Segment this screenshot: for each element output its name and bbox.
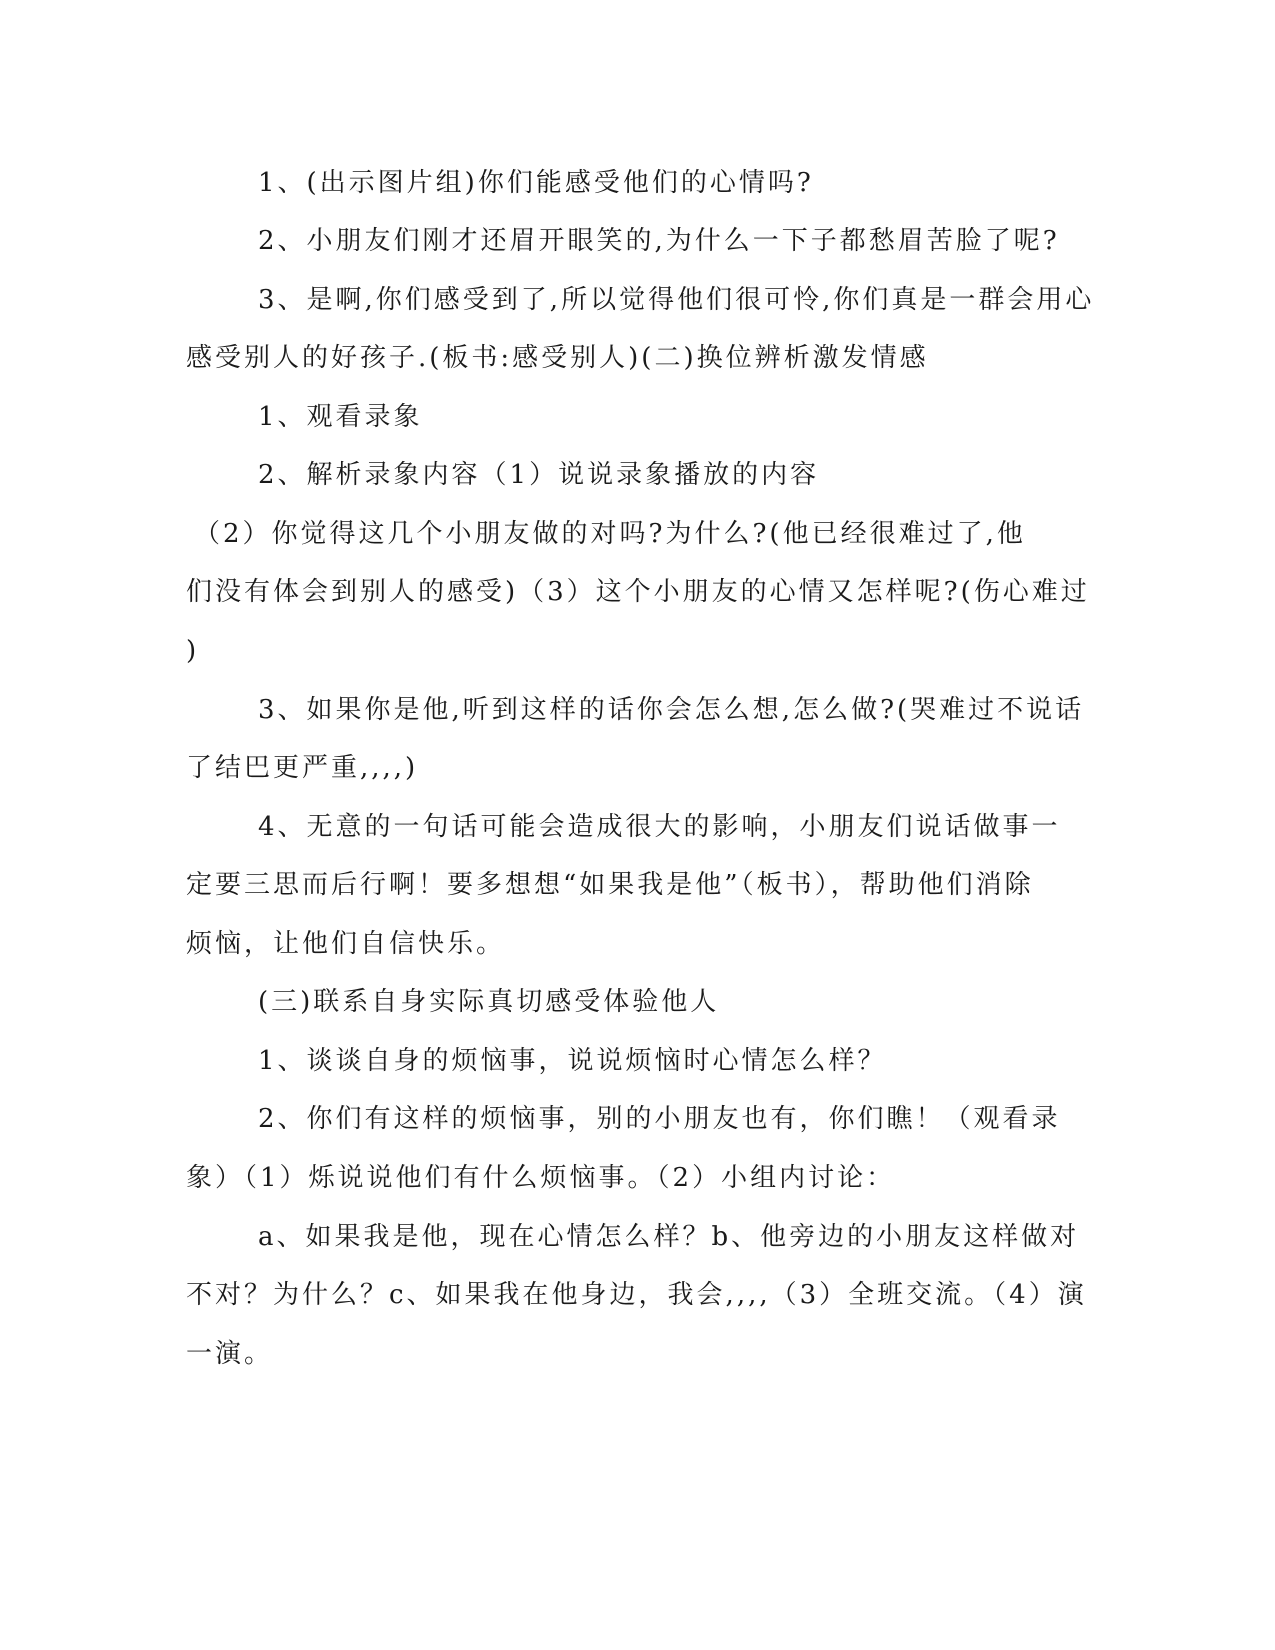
text-line: 3、如果你是他,听到这样的话你会怎么想,怎么做?(哭难过不说话 — [258, 695, 1085, 725]
text-line: 定要三思而后行啊！要多想想“如果我是他”（板书），帮助他们消除 — [186, 870, 1034, 900]
section-heading: (三)联系自身实际真切感受体验他人 — [258, 987, 720, 1017]
text-line: 2、小朋友们刚才还眉开眼笑的,为什么一下子都愁眉苦脸了呢? — [258, 226, 1060, 256]
text-line: 2、解析录象内容（1）说说录象播放的内容 — [258, 460, 820, 490]
text-line: 4、无意的一句话可能会造成很大的影响，小朋友们说话做事一 — [258, 812, 1061, 842]
text-line: 们没有体会到别人的感受)（3）这个小朋友的心情又怎样呢?(伤心难过 — [186, 577, 1090, 607]
text-line: 1、观看录象 — [258, 402, 423, 432]
text-line: ) — [186, 636, 200, 666]
text-line: 一演。 — [186, 1339, 274, 1369]
text-line: 感受别人的好孩子.(板书:感受别人)(二)换位辨析激发情感 — [186, 343, 929, 373]
text-line: 了结巴更严重,,,,) — [186, 753, 419, 783]
text-line: （2）你觉得这几个小朋友做的对吗?为什么?(他已经很难过了,他 — [194, 519, 1026, 549]
text-line: a、如果我是他，现在心情怎么样？b、他旁边的小朋友这样做对 — [258, 1222, 1080, 1252]
text-line: 3、是啊,你们感受到了,所以觉得他们很可怜,你们真是一群会用心 — [258, 285, 1095, 315]
text-line: 1、(出示图片组)你们能感受他们的心情吗? — [258, 168, 814, 198]
text-line: 象）（1）烁说说他们有什么烦恼事。（2）小组内讨论： — [186, 1163, 896, 1193]
text-line: 不对？为什么？c、如果我在他身边，我会,,,,（3）全班交流。（4）演 — [186, 1280, 1087, 1310]
text-line: 1、谈谈自身的烦恼事，说说烦恼时心情怎么样？ — [258, 1046, 887, 1076]
text-line: 2、你们有这样的烦恼事，别的小朋友也有，你们瞧！（观看录 — [258, 1104, 1061, 1134]
text-line: 烦恼，让他们自信快乐。 — [186, 929, 506, 959]
